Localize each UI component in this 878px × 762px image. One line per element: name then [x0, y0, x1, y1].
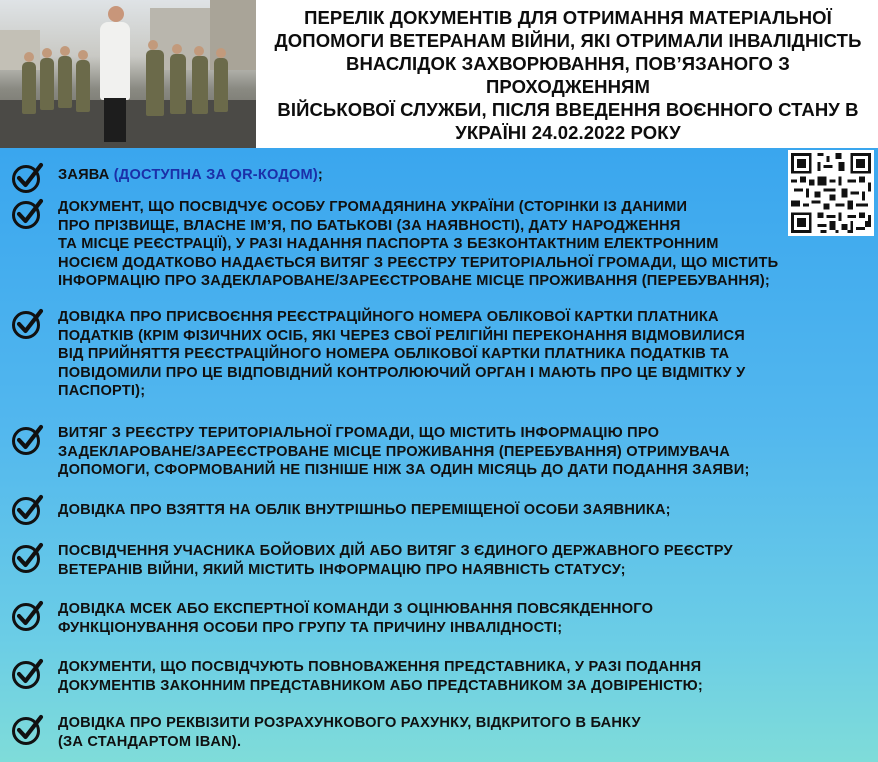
check-circle-icon — [10, 306, 46, 342]
item-text: ДОВІДКА МСЕК АБО ЕКСПЕРТНОЇ КОМАНДИ З ОЦІНЮВАННЯ ПОВСЯКДЕННОГО ФУНКЦІОНУВАННЯ ОСОБИ ПРО ГРУПУ ТА ПРИЧИНУ ІНВАЛІДНОСТІ; — [58, 601, 654, 636]
item-accent-text: (ДОСТУПНА ЗА QR-КОДОМ) — [113, 167, 318, 183]
item-text: ВИТЯГ З РЕЄСТРУ ТЕРИТОРІАЛЬНОЇ ГРОМАДИ, ЩО МІСТИТЬ ІНФОРМАЦІЮ ПРО ЗАДЕКЛАРОВАНЕ/ЗАРЕЄСТРОВАНЕ МІСЦЕ ПРОЖИВАННЯ (ПЕРЕБУВАННЯ) ОТРИМУВАЧА ДОПОМОГИ, СФОРМОВАНИЙ НЕ ПІЗНІШЕ НІЖ ЗА ОДИН МІСЯЦЬ ДО ДАТИ ПОДАННЯ ЗАЯВИ; — [58, 425, 750, 479]
item-text: ЗАЯВА (ДОСТУПНА ЗА QR-КОДОМ); — [58, 167, 323, 183]
check-circle-icon — [10, 492, 46, 528]
item-text: ДОКУМЕНТИ, ЩО ПОСВІДЧУЮТЬ ПОВНОВАЖЕННЯ ПРЕДСТАВНИКА, У РАЗІ ПОДАННЯ ДОКУМЕНТІВ ЗАКОННИМ ПРЕДСТАВНИКОМ АБО ПРЕДСТАВНИКОМ ЗА ДОВІРЕНІСТЮ; — [58, 659, 703, 694]
item-text: ДОВІДКА ПРО РЕКВІЗИТИ РОЗРАХУНКОВОГО РАХУНКУ, ВІДКРИТОГО В БАНКУ (ЗА СТАНДАРТОМ IBAN). — [58, 715, 641, 750]
check-circle-icon — [10, 160, 46, 196]
item-text: ПОСВІДЧЕННЯ УЧАСНИКА БОЙОВИХ ДІЙ АБО ВИТЯГ З ЄДИНОГО ДЕРЖАВНОГО РЕЄСТРУ ВЕТЕРАНІВ ВІЙНИ, ЯКИЙ МІСТИТЬ ІНФОРМАЦІЮ ПРО НАЯВНІСТЬ СТАТУСУ; — [58, 543, 733, 578]
item-text: ДОВІДКА ПРО ВЗЯТТЯ НА ОБЛІК ВНУТРІШНЬО ПЕРЕМІЩЕНОЇ ОСОБИ ЗАЯВНИКА; — [58, 502, 671, 518]
item-text: ДОВІДКА ПРО ПРИСВОЄННЯ РЕЄСТРАЦІЙНОГО НОМЕРА ОБЛІКОВОЇ КАРТКИ ПЛАТНИКА ПОДАТКІВ (КРІМ ФІЗИЧНИХ ОСІБ, ЯКІ ЧЕРЕЗ СВОЇ РЕЛІГІЙНІ ПЕРЕКОНАННЯ ВІДМОВИЛИСЯ ВІД ПРИЙНЯТТЯ РЕЄСТРАЦІЙНОГО НОМЕРА ОБЛІКОВОЇ КАРТКИ ПЛАТНИКА ПОДАТКІВ ТА ПОВІДОМИЛИ ПРО ЦЕ ВІДПОВІДНИЙ КОНТРОЛЮЮЧИЙ ОРГАН І МАЮТЬ ПРО ЦЕ ВІДМІТКУ У ПАСПОРТІ); — [58, 309, 746, 400]
check-circle-icon — [10, 422, 46, 458]
page-title: ПЕРЕЛІК ДОКУМЕНТІВ ДЛЯ ОТРИМАННЯ МАТЕРІАЛЬНОЇ ДОПОМОГИ ВЕТЕРАНАМ ВІЙНИ, ЯКІ ОТРИМАЛИ ІНВАЛІДНІСТЬ ВНАСЛІДОК ЗАХВОРЮВАННЯ, ПОВ’ЯЗАНОГО З ПРОХОДЖЕННЯМ ВІЙСЬКОВОЇ СЛУЖБИ, ПІСЛЯ ВВЕДЕННЯ ВОЄННОГО СТАНУ В УКРАЇНІ 24.02.2022 РОКУ — [274, 7, 862, 143]
check-circle-icon — [10, 656, 46, 692]
veterans-march-photo — [0, 0, 256, 148]
item-text: ДОКУМЕНТ, ЩО ПОСВІДЧУЄ ОСОБУ ГРОМАДЯНИНА УКРАЇНИ (СТОРІНКИ ІЗ ДАНИМИ ПРО ПРІЗВИЩЕ, ВЛАСНЕ ІМ’Я, ПО БАТЬКОВІ (ЗА НАЯВНОСТІ), ДАТУ НАРОДЖЕННЯ ТА МІСЦЕ РЕЄСТРАЦІЇ), У РАЗІ НАДАННЯ ПАСПОРТА З БЕЗКОНТАКТНИМ ЕЛЕКТРОННИМ НОСІЄМ ДОДАТКОВО НАДАЄТЬСЯ ВИТЯГ З РЕЄСТРУ ТЕРИТОРІАЛЬНОЇ ГРОМАДИ, ЩО МІСТИТЬ ІНФОРМАЦІЮ ПРО ЗАДЕКЛАРОВАНЕ/ЗАРЕЄСТРОВАНЕ МІСЦЕ ПРОЖИВАННЯ (ПЕРЕБУВАННЯ); — [58, 199, 779, 290]
check-circle-icon — [10, 196, 46, 232]
check-circle-icon — [10, 712, 46, 748]
check-circle-icon — [10, 598, 46, 634]
header — [0, 0, 878, 148]
check-circle-icon — [10, 540, 46, 576]
